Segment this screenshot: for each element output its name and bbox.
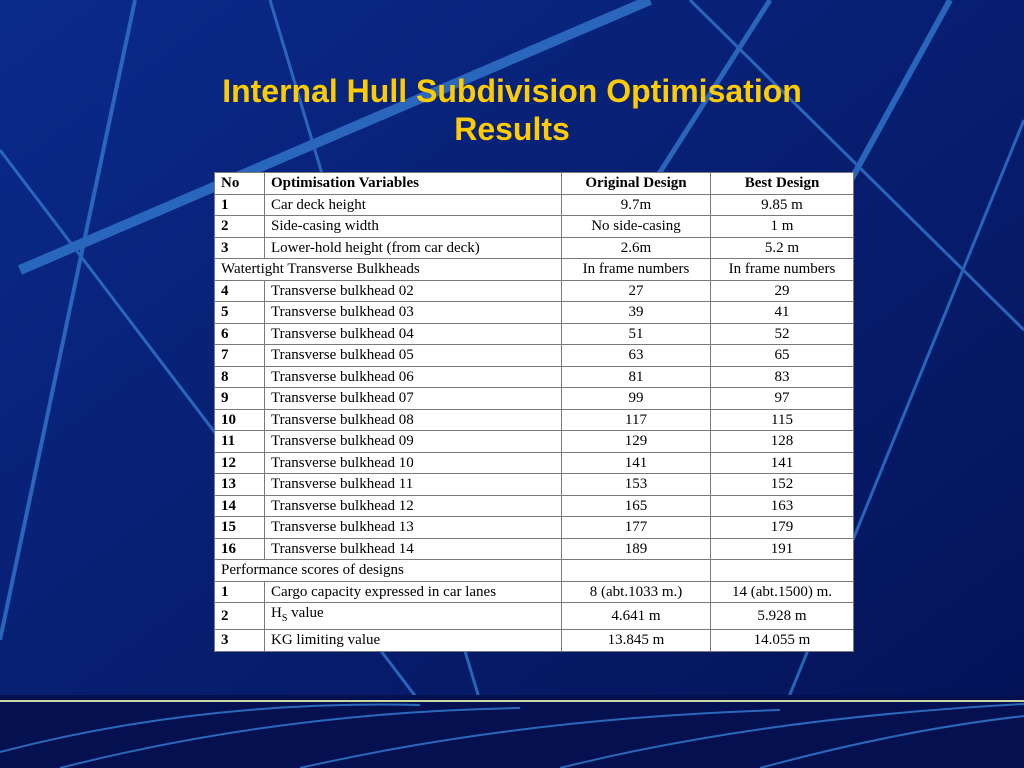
row-variable: Transverse bulkhead 07 [265,388,562,410]
row-variable: Transverse bulkhead 10 [265,452,562,474]
row-variable: Transverse bulkhead 12 [265,495,562,517]
table-row [215,409,854,431]
header-variables: Optimisation Variables [265,173,562,195]
row-no: 10 [215,409,265,431]
row-original: 9.7m [562,194,711,216]
title-line-2: Results [454,111,570,147]
table-row [215,194,854,216]
row-variable: Transverse bulkhead 13 [265,517,562,539]
row-no: 2 [215,603,265,630]
table-row [215,517,854,539]
row-variable: Transverse bulkhead 02 [265,280,562,302]
row-no: 8 [215,366,265,388]
hs-subscript: S [281,613,288,624]
row-variable: Cargo capacity expressed in car lanes [265,581,562,603]
row-variable: KG limiting value [265,630,562,652]
row-best: 5.928 m [711,603,854,630]
row-original: 39 [562,302,711,324]
row-best: 191 [711,538,854,560]
bulkhead-rows [215,280,854,560]
row-no: 9 [215,388,265,410]
row-variable: Lower-hold height (from car deck) [265,237,562,259]
row-variable: Transverse bulkhead 08 [265,409,562,431]
row-original: 177 [562,517,711,539]
table-row [215,538,854,560]
row-no: 1 [215,581,265,603]
row-best: 141 [711,452,854,474]
row-original: 129 [562,431,711,453]
row-variable: Transverse bulkhead 09 [265,431,562,453]
row-original: No side-casing [562,216,711,238]
row-best: 5.2 m [711,237,854,259]
header-no: No [215,173,265,195]
row-original: 153 [562,474,711,496]
section-label-performance: Performance scores of designs [215,560,562,582]
row-no: 3 [215,237,265,259]
row-no: 5 [215,302,265,324]
row-original: 4.641 m [562,603,711,630]
row-variable: Transverse bulkhead 04 [265,323,562,345]
row-best: 14 (abt.1500) m. [711,581,854,603]
table-row [215,630,854,652]
row-no: 6 [215,323,265,345]
row-variable: Transverse bulkhead 11 [265,474,562,496]
row-original: 165 [562,495,711,517]
row-best: 83 [711,366,854,388]
section-row-bulkheads [215,259,854,281]
row-variable [265,603,562,630]
row-best: 65 [711,345,854,367]
table-header-row [215,173,854,195]
row-original: 117 [562,409,711,431]
section-original-unit: In frame numbers [562,259,711,281]
row-variable: Side-casing width [265,216,562,238]
row-variable: Transverse bulkhead 06 [265,366,562,388]
table-row [215,388,854,410]
section-row-performance [215,560,854,582]
row-best: 9.85 m [711,194,854,216]
row-best: 163 [711,495,854,517]
table-row [215,302,854,324]
row-original: 51 [562,323,711,345]
row-best: 14.055 m [711,630,854,652]
table-row [215,216,854,238]
row-original: 189 [562,538,711,560]
table-row [215,237,854,259]
row-best: 152 [711,474,854,496]
section-label-bulkheads: Watertight Transverse Bulkheads [215,259,562,281]
row-best: 1 m [711,216,854,238]
row-original: 63 [562,345,711,367]
table-row [215,366,854,388]
row-no: 1 [215,194,265,216]
results-table [214,172,854,652]
row-variable: Car deck height [265,194,562,216]
row-no: 7 [215,345,265,367]
section-empty-cell [562,560,711,582]
row-variable: Transverse bulkhead 05 [265,345,562,367]
row-original: 2.6m [562,237,711,259]
row-no: 12 [215,452,265,474]
table-row [215,345,854,367]
table-row [215,323,854,345]
row-best: 115 [711,409,854,431]
section-best-unit: In frame numbers [711,259,854,281]
header-best-design: Best Design [711,173,854,195]
row-best: 128 [711,431,854,453]
row-best: 29 [711,280,854,302]
table-row [215,452,854,474]
row-variable: Transverse bulkhead 14 [265,538,562,560]
row-best: 41 [711,302,854,324]
row-no: 3 [215,630,265,652]
row-original: 13.845 m [562,630,711,652]
hs-main: H [271,605,282,621]
slide-title [112,72,912,148]
row-no: 2 [215,216,265,238]
row-no: 4 [215,280,265,302]
row-original: 8 (abt.1033 m.) [562,581,711,603]
table-row [215,431,854,453]
section-empty-cell [711,560,854,582]
table-row [215,603,854,630]
table-row [215,280,854,302]
header-original-design: Original Design [562,173,711,195]
row-best: 52 [711,323,854,345]
row-no: 16 [215,538,265,560]
row-best: 179 [711,517,854,539]
table-row [215,581,854,603]
table-row [215,474,854,496]
row-original: 81 [562,366,711,388]
hs-rest: value [287,605,324,621]
row-original: 141 [562,452,711,474]
row-original: 27 [562,280,711,302]
row-original: 99 [562,388,711,410]
row-no: 15 [215,517,265,539]
row-no: 14 [215,495,265,517]
row-best: 97 [711,388,854,410]
row-no: 13 [215,474,265,496]
table-row [215,495,854,517]
title-line-1: Internal Hull Subdivision Optimisation [222,73,802,109]
row-variable: Transverse bulkhead 03 [265,302,562,324]
row-no: 11 [215,431,265,453]
results-table-container [214,172,854,652]
